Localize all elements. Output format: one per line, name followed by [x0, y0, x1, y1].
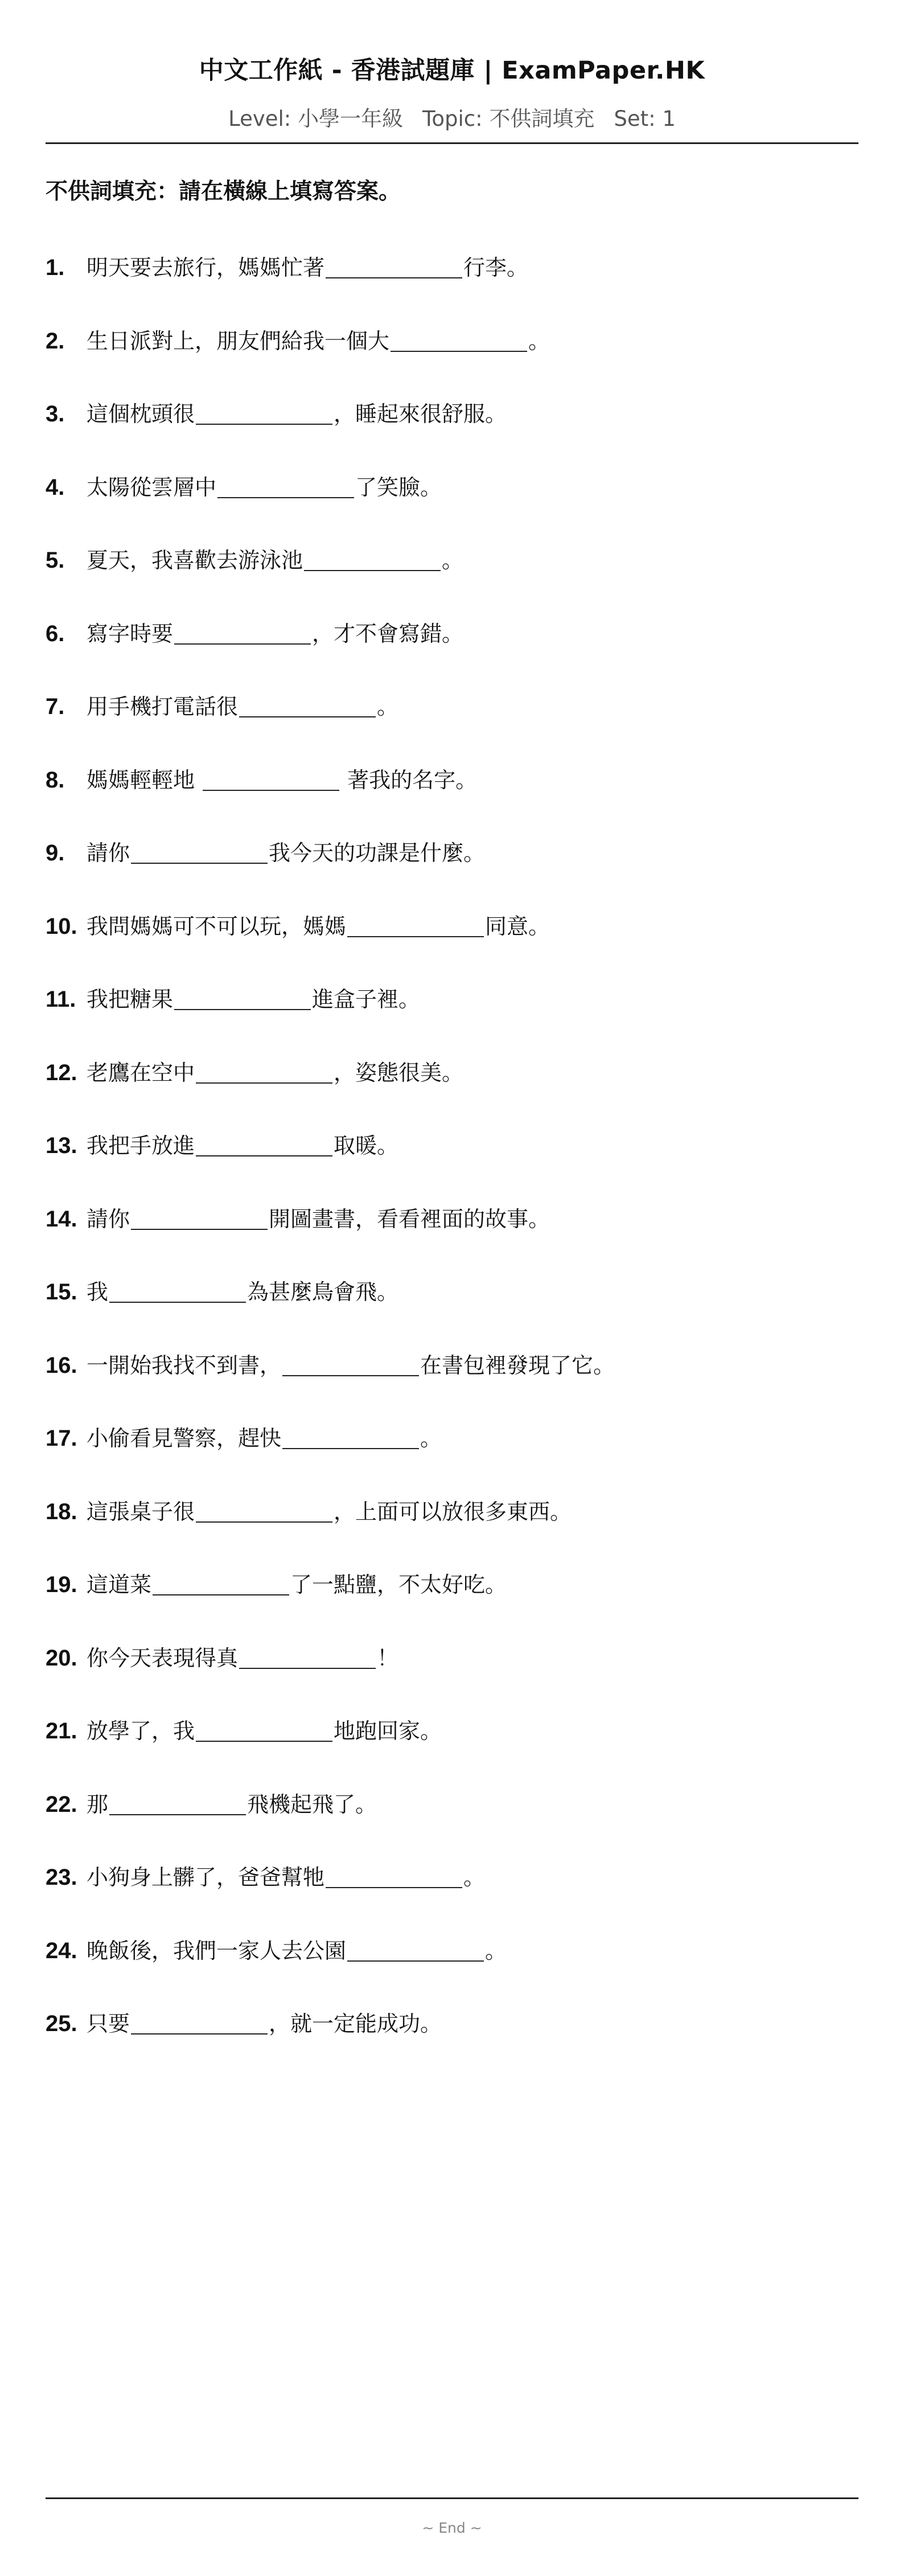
question-text-after: 。	[377, 694, 399, 719]
answer-blank[interactable]	[131, 2011, 268, 2034]
question-number: 8.	[46, 767, 65, 793]
question-item	[46, 1421, 442, 1455]
question-text-after: 開圖畫書，看看裡面的故事。	[269, 1206, 550, 1232]
question-text-before: 寫字時要	[87, 621, 174, 646]
question-text-before: 那	[87, 1791, 109, 1817]
question-item	[46, 1202, 550, 1236]
question-text-after: 行李。	[463, 255, 529, 280]
question-text-before: 用手機打電話很	[87, 694, 239, 719]
answer-blank[interactable]	[174, 986, 311, 1010]
question-text-after: 。	[420, 1426, 442, 1451]
question-text-before: 小狗身上髒了，爸爸幫牠	[87, 1865, 325, 1890]
question-item	[46, 1348, 615, 1383]
question-item	[46, 251, 528, 285]
answer-blank[interactable]	[196, 1060, 332, 1084]
question-item	[46, 2007, 442, 2041]
question-number: 7.	[46, 694, 65, 719]
question-text-before: 小偷看見警察，趕快	[87, 1426, 282, 1451]
question-item	[46, 763, 477, 797]
question-text-after: ！	[377, 1645, 399, 1671]
question-text-after: 取暖。	[334, 1133, 399, 1158]
question-item	[46, 1934, 507, 1968]
question-text-after: ，睡起來很舒服。	[334, 401, 507, 426]
topic-label: Topic: 不供詞填充	[422, 106, 595, 131]
question-item	[46, 397, 507, 431]
question-text-after: ，上面可以放很多東西。	[334, 1499, 572, 1524]
question-text-before: 生日派對上，朋友們給我一個大	[87, 328, 390, 354]
header-divider	[46, 142, 858, 144]
question-text-before: 請你	[87, 1206, 130, 1232]
question-text-after: 地跑回家。	[334, 1718, 442, 1744]
worksheet-meta	[0, 101, 904, 132]
set-label: Set: 1	[614, 106, 676, 131]
question-item	[46, 1787, 377, 1822]
question-item	[46, 1129, 398, 1163]
question-number: 14.	[46, 1206, 77, 1232]
question-item	[46, 543, 463, 577]
answer-blank[interactable]	[282, 1425, 419, 1449]
question-text-after: ，姿態很美。	[334, 1060, 464, 1085]
answer-blank[interactable]	[153, 1572, 289, 1595]
answer-blank[interactable]	[217, 474, 354, 498]
question-text-before: 媽媽輕輕地	[87, 767, 202, 793]
question-text-after: 飛機起飛了。	[247, 1791, 377, 1817]
question-item	[46, 909, 550, 944]
question-item	[46, 1641, 398, 1675]
footer-end-mark: ~ End ~	[422, 2520, 482, 2536]
question-item	[46, 836, 485, 870]
question-item	[46, 1056, 463, 1090]
question-number: 4.	[46, 474, 65, 500]
answer-blank[interactable]	[203, 767, 339, 791]
question-item	[46, 324, 550, 358]
question-number: 23.	[46, 1865, 77, 1890]
question-item	[46, 1495, 572, 1529]
question-text-before: 放學了，我	[87, 1718, 195, 1744]
answer-blank[interactable]	[196, 1718, 332, 1742]
level-label: Level: 小學一年級	[228, 106, 404, 131]
question-text-before: 這個枕頭很	[87, 401, 195, 426]
question-text-after: 為甚麼鳥會飛。	[247, 1279, 399, 1305]
question-number: 17.	[46, 1426, 77, 1451]
answer-blank[interactable]	[391, 328, 527, 352]
question-text-after: 在書包裡發現了它。	[420, 1352, 615, 1378]
answer-blank[interactable]	[196, 1499, 332, 1523]
question-number: 3.	[46, 401, 65, 426]
page-title: 中文工作紙 - 香港試題庫 | ExamPaper.HK	[199, 56, 705, 85]
question-item	[46, 982, 420, 1016]
question-number: 25.	[46, 2011, 77, 2036]
answer-blank[interactable]	[196, 401, 332, 425]
answer-blank[interactable]	[326, 1864, 462, 1888]
question-text-before: 我把糖果	[87, 987, 174, 1012]
answer-blank[interactable]	[196, 1133, 332, 1156]
answer-blank[interactable]	[347, 1938, 484, 1962]
question-number: 2.	[46, 328, 65, 354]
question-item	[46, 1568, 507, 1602]
answer-blank[interactable]	[326, 255, 462, 278]
question-text-after: 著我的名字。	[340, 767, 478, 793]
question-text-after: 。	[528, 328, 550, 354]
question-text-after: 。	[463, 1865, 486, 1890]
answer-blank[interactable]	[282, 1352, 419, 1376]
answer-blank[interactable]	[109, 1279, 246, 1303]
question-text-before: 我	[87, 1279, 109, 1305]
question-number: 10.	[46, 913, 77, 939]
question-text-after: ，才不會寫錯。	[312, 621, 464, 646]
question-text-after: 。	[485, 1938, 507, 1963]
question-text-after: 。	[442, 548, 464, 573]
question-item	[46, 1714, 442, 1748]
instructions: 不供詞填充：請在橫線上填寫答案。	[46, 179, 401, 204]
question-item	[46, 690, 398, 724]
footer-divider	[46, 2497, 858, 2499]
question-text-after: 了一點鹽，不太好吃。	[290, 1572, 507, 1597]
question-text-after: 了笑臉。	[355, 474, 442, 500]
question-text-after: 同意。	[485, 913, 550, 939]
answer-blank[interactable]	[131, 840, 268, 864]
answer-blank[interactable]	[239, 694, 376, 717]
question-text-before: 只要	[87, 2011, 130, 2036]
question-number: 16.	[46, 1352, 77, 1378]
question-number: 22.	[46, 1791, 77, 1817]
question-text-after: 我今天的功課是什麼。	[269, 840, 486, 865]
answer-blank[interactable]	[239, 1645, 376, 1669]
question-item	[46, 617, 463, 651]
question-text-before: 這道菜	[87, 1572, 152, 1597]
question-text-before: 晚飯後，我們一家人去公園	[87, 1938, 347, 1963]
question-number: 12.	[46, 1060, 77, 1085]
answer-blank[interactable]	[109, 1791, 246, 1815]
question-text-before: 請你	[87, 840, 130, 865]
question-text-before: 老鷹在空中	[87, 1060, 195, 1085]
question-number: 20.	[46, 1645, 77, 1671]
question-number: 13.	[46, 1133, 77, 1158]
question-number: 19.	[46, 1572, 77, 1597]
question-number: 15.	[46, 1279, 77, 1305]
question-number: 9.	[46, 840, 65, 865]
question-number: 24.	[46, 1938, 77, 1963]
question-text-before: 夏天，我喜歡去游泳池	[87, 548, 303, 573]
question-number: 5.	[46, 548, 65, 573]
question-text-after: 進盒子裡。	[312, 987, 421, 1012]
question-number: 6.	[46, 621, 65, 646]
question-number: 21.	[46, 1718, 77, 1744]
answer-blank[interactable]	[347, 913, 484, 937]
question-text-before: 明天要去旅行，媽媽忙著	[87, 255, 325, 280]
question-text-before: 我問媽媽可不可以玩，媽媽	[87, 913, 347, 939]
question-text-before: 我把手放進	[87, 1133, 195, 1158]
question-item	[46, 470, 442, 504]
question-item	[46, 1275, 398, 1309]
answer-blank[interactable]	[304, 547, 441, 571]
question-text-before: 你今天表現得真	[87, 1645, 239, 1671]
answer-blank[interactable]	[131, 1206, 268, 1230]
question-number: 1.	[46, 255, 65, 280]
answer-blank[interactable]	[174, 621, 311, 645]
question-text-before: 這張桌子很	[87, 1499, 195, 1524]
question-text-after: ，就一定能成功。	[269, 2011, 442, 2036]
question-text-before: 一開始我找不到書，	[87, 1352, 282, 1378]
question-number: 18.	[46, 1499, 77, 1524]
question-item	[46, 1860, 485, 1894]
question-text-before: 太陽從雲層中	[87, 474, 217, 500]
question-number: 11.	[46, 987, 76, 1012]
